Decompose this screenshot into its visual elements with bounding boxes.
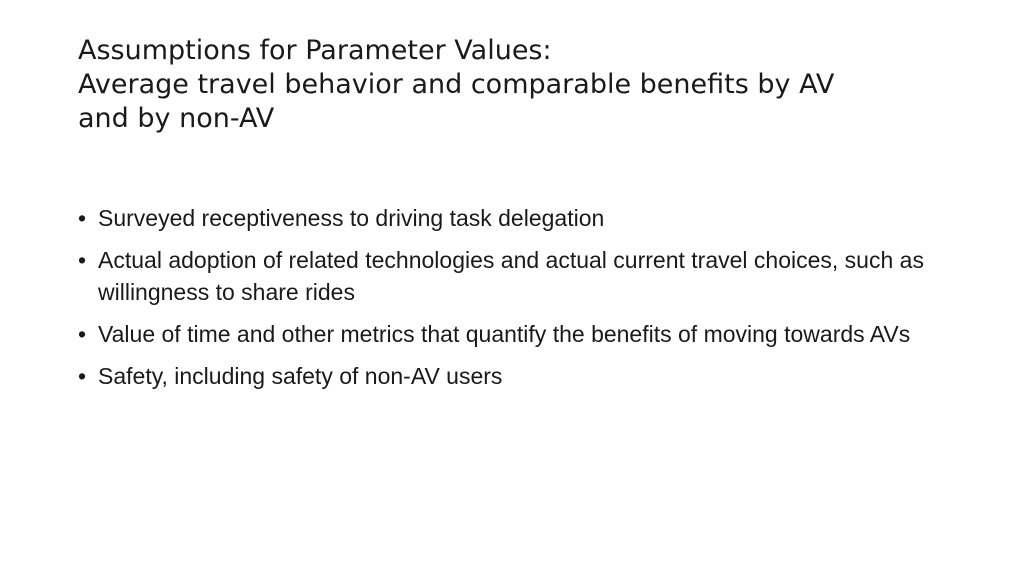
- bullet-item: [78, 360, 958, 392]
- bullet-item: [78, 202, 958, 234]
- bullet-marker: •: [78, 247, 87, 273]
- slide-title: [78, 34, 958, 136]
- bullet-list: [78, 202, 958, 402]
- title-line: and by non-AV: [78, 103, 275, 134]
- bullet-marker: •: [78, 321, 87, 347]
- bullet-item: [78, 318, 958, 350]
- bullet-marker: •: [78, 205, 87, 231]
- title-line: Assumptions for Parameter Values:: [78, 35, 552, 66]
- bullet-text: Safety, including safety of non-AV users: [98, 363, 503, 389]
- bullet-text: Value of time and other metrics that quantify the benefits of moving towards AVs: [98, 321, 911, 347]
- bullet-text: Surveyed receptiveness to driving task delegation: [98, 205, 605, 231]
- bullet-item: [78, 244, 958, 308]
- bullet-marker: •: [78, 363, 87, 389]
- bullet-text: Actual adoption of related technologies and actual current travel choices, such as willingness to share rides: [98, 247, 924, 305]
- title-line: Average travel behavior and comparable benefits by AV: [78, 69, 835, 100]
